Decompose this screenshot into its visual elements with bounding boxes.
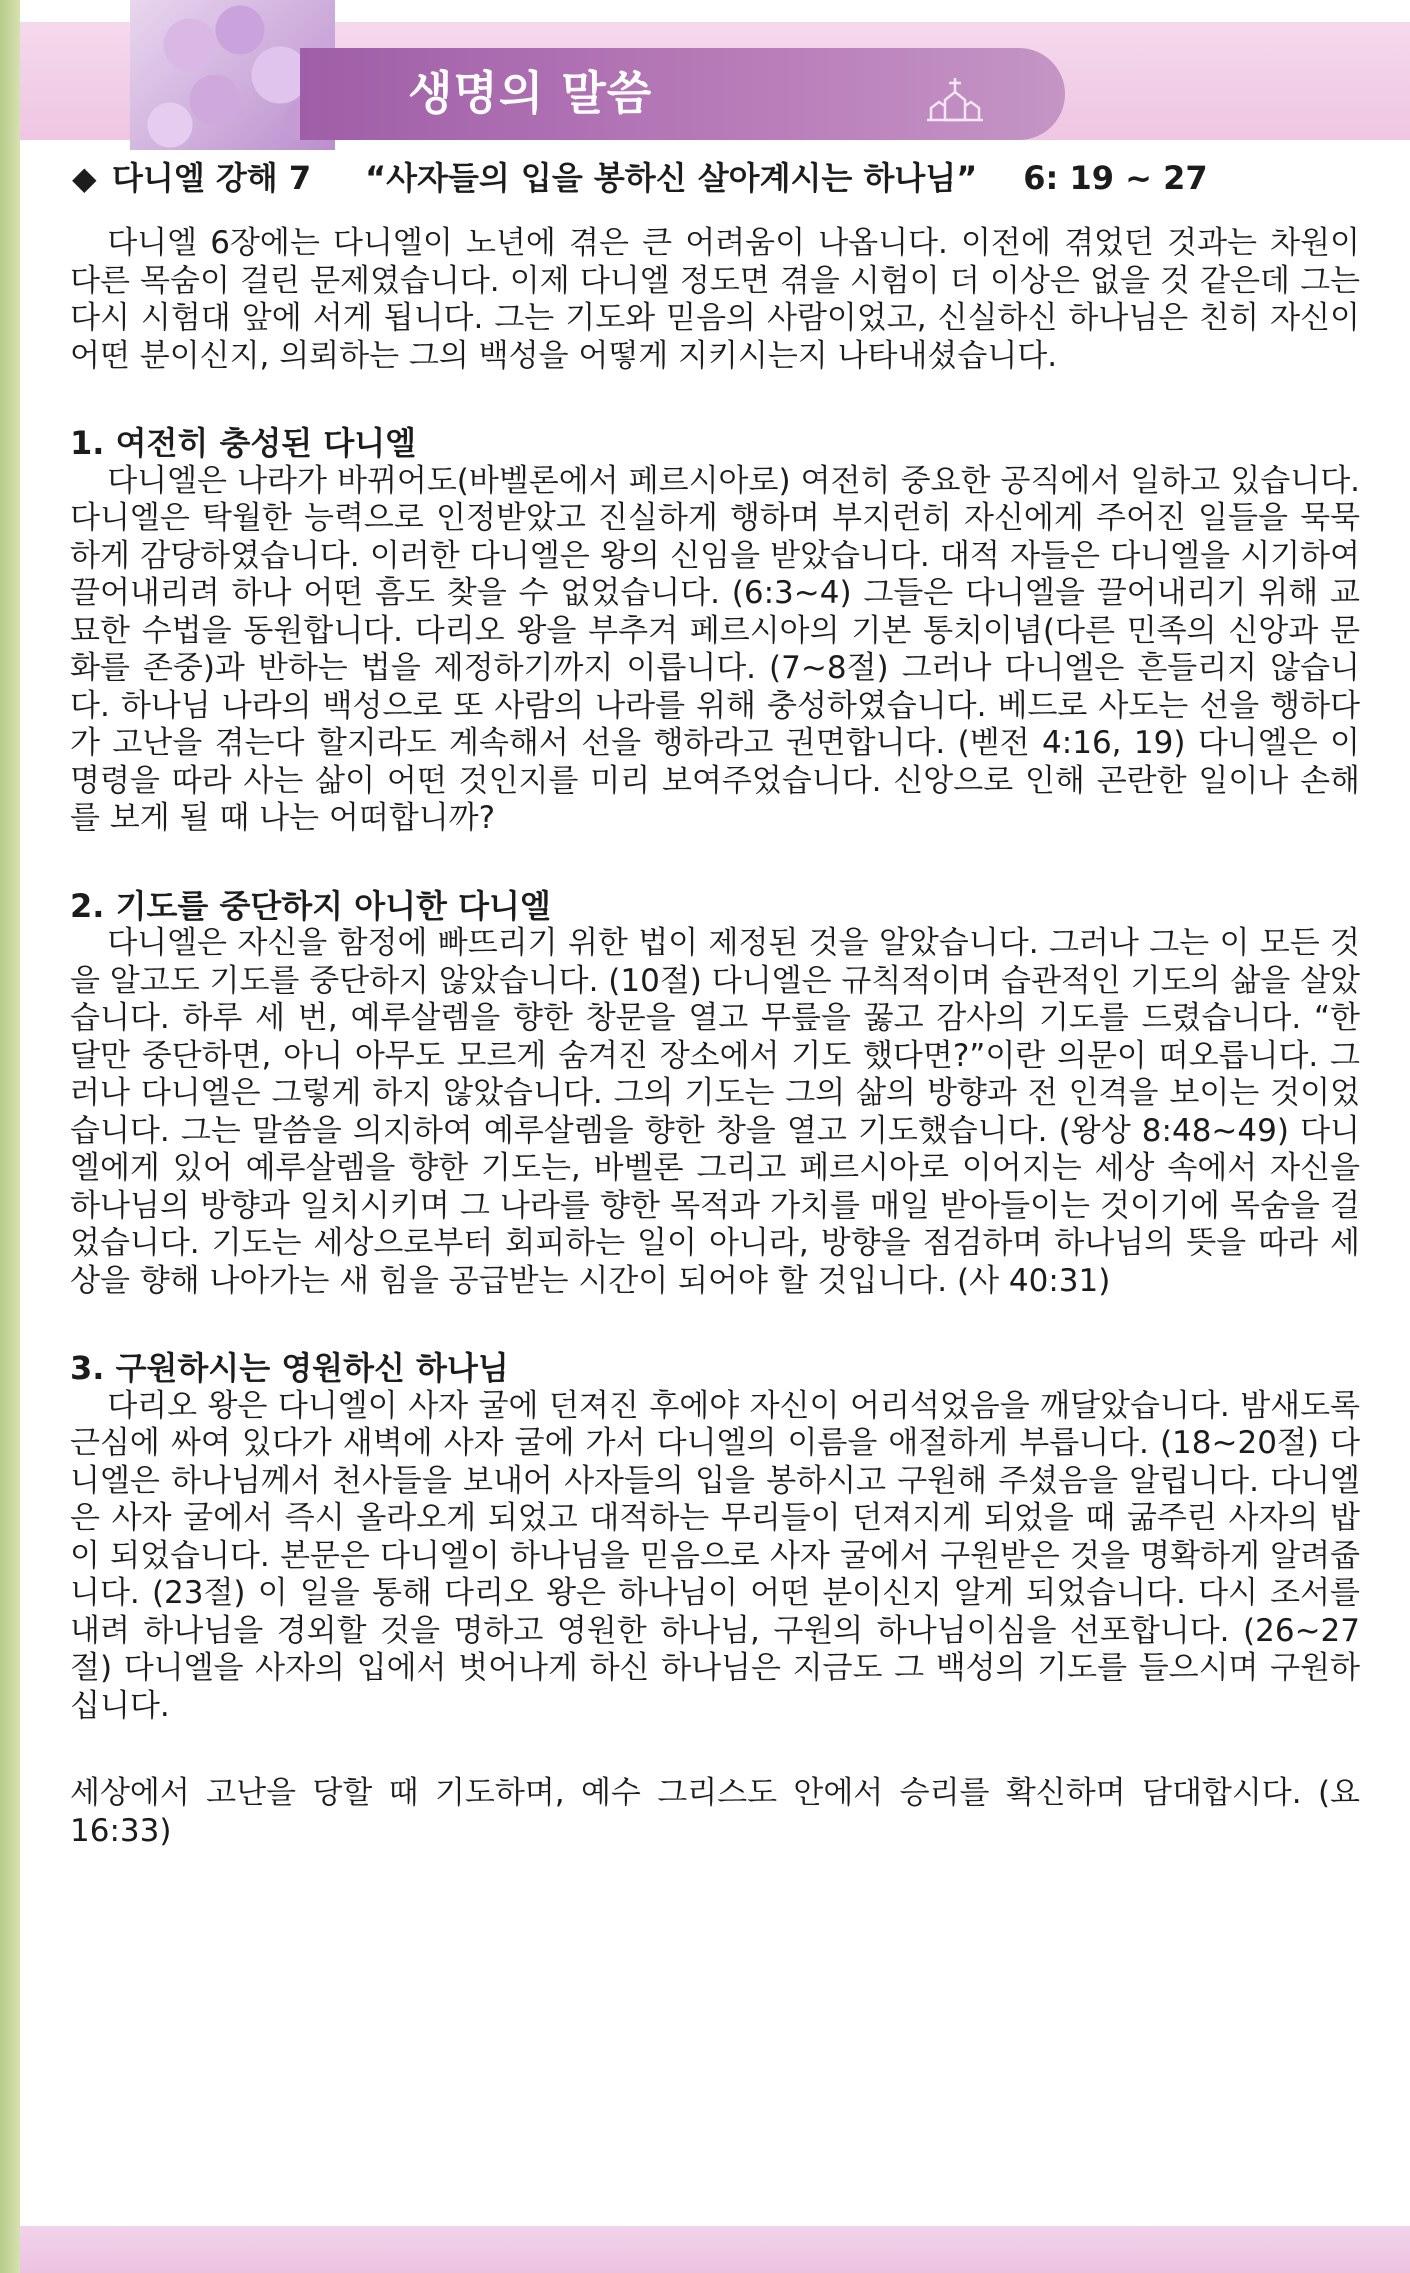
sermon-subject-line xyxy=(72,153,1362,199)
conclusion-paragraph: 세상에서 고난을 당할 때 기도하며, 예수 그리스도 안에서 승리를 확신하며 담대합시다. (요 16:33) xyxy=(70,1775,1360,1849)
footer-band xyxy=(20,2226,1410,2273)
diamond-bullet-icon: ◆ xyxy=(72,159,97,197)
section-2 xyxy=(70,888,1360,1301)
section-3 xyxy=(70,1350,1360,1725)
intro-paragraph: 다니엘 6장에는 다니엘이 노년에 겪은 큰 어려움이 나옵니다. 이전에 겪었던 것과는 차원이 다른 목숨이 걸린 문제였습니다. 이제 다니엘 정도면 겪을 시험이 더 이상은 없을 것 같은데 그는 다시 시험대 앞에 서게 됩니다. 그는 기도와 믿음의 사람이었고, 신실하신 하나님은 친히 자신이 어떤 분이신지, 의뢰하는 그의 백성을 어떻게 지키시는지 나타내셨습니다. xyxy=(70,225,1360,374)
left-accent-strip-bottom xyxy=(0,2180,20,2273)
church-icon xyxy=(925,74,985,124)
section-body: 다리오 왕은 다니엘이 사자 굴에 던져진 후에야 자신이 어리석었음을 깨달았습니다. 밤새도록 근심에 싸여 있다가 새벽에 사자 굴에 가서 다니엘의 이름을 애절하게 부릅니다. (18~20절) 다니엘은 하나님께서 천사들을 보내어 사자들의 입을 봉하시고 구원해 주셨음을 알립니다. 다니엘은 사자 굴에서 즉시 올라오게 되었고 대적하는 무리들이 던져지게 되었을 때 굶주린 사자의 밥이 되었습니다. 본문은 다니엘이 하나님을 믿음으로 사자 굴에서 구원받은 것을 명확하게 알려줍니다. (23절) 이 일을 통해 다리오 왕은 하나님이 어떤 분이신지 알게 되었습니다. 다시 조서를 내려 하나님을 경외할 것을 명하고 영원한 하나님, 구원의 하나님이심을 선포합니다. (26~27절) 다니엘을 사자의 입에서 벗어나게 하신 하나님은 지금도 그 백성의 기도를 들으시며 구원하십니다. xyxy=(70,1387,1360,1724)
section-body: 다니엘은 자신을 함정에 빠뜨리기 위한 법이 제정된 것을 알았습니다. 그러나 그는 이 모든 것을 알고도 기도를 중단하지 않았습니다. (10절) 다니엘은 규칙적이며 습관적인 기도의 삶을 살았습니다. 하루 세 번, 예루살렘을 향한 창문을 열고 무릎을 꿇고 감사의 기도를 드렸습니다. “한 달만 중단하면, 아니 아무도 모르게 숨겨진 장소에서 기도 했다면?”이란 의문이 떠오릅니다. 그러나 다니엘은 그렇게 하지 않았습니다. 그의 기도는 그의 삶의 방향과 전 인격을 보이는 것이었습니다. 그는 말씀을 의지하여 예루살렘을 향한 창을 열고 기도했습니다. (왕상 8:48~49) 다니엘에게 있어 예루살렘을 향한 기도는, 바벨론 그리고 페르시아로 이어지는 세상 속에서 자신을 하나님의 방향과 일치시키며 그 나라를 향한 목적과 가치를 매일 받아들이는 것이기에 목숨을 걸었습니다. 기도는 세상으로부터 회피하는 일이 아니라, 방향을 점검하며 하나님의 뜻을 따라 세상을 향해 나아가는 새 힘을 공급받는 시간이 되어야 할 것입니다. (사 40:31) xyxy=(70,925,1360,1299)
sermon-body xyxy=(70,225,1360,1850)
section-heading: 2. 기도를 중단하지 아니한 다니엘 xyxy=(70,886,551,925)
left-accent-strip xyxy=(0,0,20,2273)
section-heading: 3. 구원하시는 영원하신 하나님 xyxy=(70,1349,509,1387)
section-body: 다니엘은 나라가 바뀌어도(바벨론에서 페르시아로) 여전히 중요한 공직에서 일하고 있습니다. 다니엘은 탁월한 능력으로 인정받았고 진실하게 행하며 부지런히 자신에게 주어진 일들을 묵묵하게 감당하였습니다. 이러한 다니엘은 왕의 신임을 받았습니다. 대적 자들은 다니엘을 시기하여 끌어내리려 하나 어떤 흠도 찾을 수 없었습니다. (6:3~4) 그들은 다니엘을 끌어내리기 위해 교묘한 수법을 동원합니다. 다리오 왕을 부추겨 페르시아의 기본 통치이념(다른 민족의 신앙과 문화를 존중)과 반하는 법을 제정하기까지 이릅니다. (7~8절) 그러나 다니엘은 흔들리지 않습니다. 하나님 나라의 백성으로 또 사람의 나라를 위해 충성하였습니다. 베드로 사도는 선을 행하다가 고난을 겪는다 할지라도 계속해서 선을 행하라고 권면합니다. (벧전 4:16, 19) 다니엘은 이 명령을 따라 사는 삶이 어떤 것인지를 미리 보여주었습니다. 신앙으로 인해 곤란한 일이나 손해를 보게 될 때 나는 어떠합니까? xyxy=(70,462,1360,836)
sermon-title: “사자들의 입을 봉하신 살아계시는 하나님” xyxy=(365,159,978,197)
section-1 xyxy=(70,425,1360,838)
sermon-series: 다니엘 강해 7 xyxy=(112,159,312,197)
section-heading: 1. 여전히 충성된 다니엘 xyxy=(70,424,417,462)
scripture-reference: 6: 19 ~ 27 xyxy=(1023,159,1208,197)
page-title: 생명의 말씀 xyxy=(408,66,653,120)
